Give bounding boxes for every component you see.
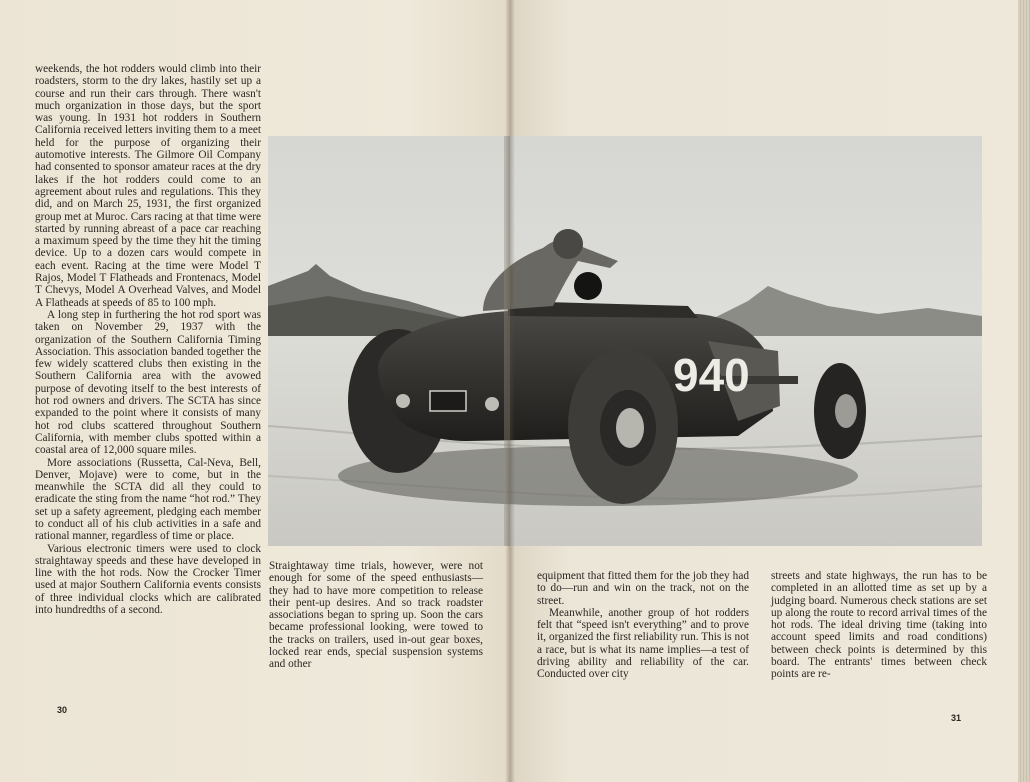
paragraph: Various electronic timers were used to clock straightaway speeds and these have developed in line with the hot rods. Now the Crocker Timer used at major Southern California events consists of three individual clocks which are calibrated into hundredths of a second. xyxy=(35,542,261,617)
gutter-fold xyxy=(505,0,515,782)
paragraph: weekends, the hot rodders would climb into their roadsters, storm to the dry lakes, hastily set up a course and run their cars through. There wasn't much organization in those days, but the sport was young. In 1931 hot rodders in Southern California received letters inviting them to a meet held for the purpose of organizing their automotive interests. The Gilmore Oil Company had consented to sponsor amateur races at the dry lakes if the hot rodders could come to an agreement about rules and regulations. This they did, and on March 25, 1931, the first organized group met at Muroc. Cars racing at that time were started by running abreast of a pace car reaching a maximum speed by the time they hit the timing device. Up to a dozen cars would compete in each event. Racing at the time were Model T Rajos, Model T Flatheads and Frontenacs, Model T Chevys, Model A Overhead Valves, and Model A Flatheads at speeds of 85 to 100 mph. xyxy=(35,63,261,309)
page-number-left: 30 xyxy=(57,705,68,715)
paragraph: A long step in furthering the hot rod sport was taken on November 29, 1937 with the organization of the Southern California Timing Association. This association banded together the few widely scattered clubs then existing in the Southern California area with the avowed purpose of devoting itself to the best interests of hot rod owners and drivers. The SCTA has since expanded to the point where it consists of many hot rod clubs scattered throughout Southern California, with member clubs spotted within a coastal area of 12,000 square miles. xyxy=(35,308,261,457)
paragraph: Meanwhile, another group of hot rodders felt that “speed isn't everything” and to prove it, organized the first reliability run. This is not a race, but is what its name implies—a test of driving ability and reliability of the car. Conducted over city xyxy=(537,606,749,681)
paragraph: Straightaway time trials, however, were not enough for some of the speed enthusiasts—they had to have more competition to release their pent-up desires. And so track roadster associations began to spring up. Soon the cars became professional looking, were towed to the tracks on trailers, used in-out gear boxes, locked rear ends, special suspension systems and other xyxy=(269,560,483,671)
paragraph: More associations (Russetta, Cal-Neva, Bell, Denver, Mojave) were to come, but in the meanwhile the SCTA did all they could to eradicate the sting from the name “hot rod.” They set up a safety agreement, pledging each member to conduct all of his club activities in a safe and rational manner, regardless of time or place. xyxy=(35,456,261,543)
paragraph: streets and state highways, the run has to be completed in an allotted time as set up by a judging board. Numerous check stations are set up along the route to record arrival times of the hot rods. The ideal driving time (taking into account speed limits and road conditions) between check points is determined by this board. The entrants' times between check points are re- xyxy=(771,570,987,681)
car-number: 940 xyxy=(673,349,750,401)
hot-rod-photo xyxy=(268,136,982,546)
page-number-right: 31 xyxy=(951,713,962,723)
license-plate xyxy=(430,391,466,411)
right-column-1 xyxy=(537,570,749,681)
page-edge xyxy=(1018,0,1030,782)
right-column-2 xyxy=(771,570,987,681)
left-column-2 xyxy=(269,560,483,671)
paragraph: equipment that fitted them for the job they had to do—run and win on the track, not on the street. xyxy=(537,570,749,607)
left-column-1 xyxy=(35,63,261,616)
